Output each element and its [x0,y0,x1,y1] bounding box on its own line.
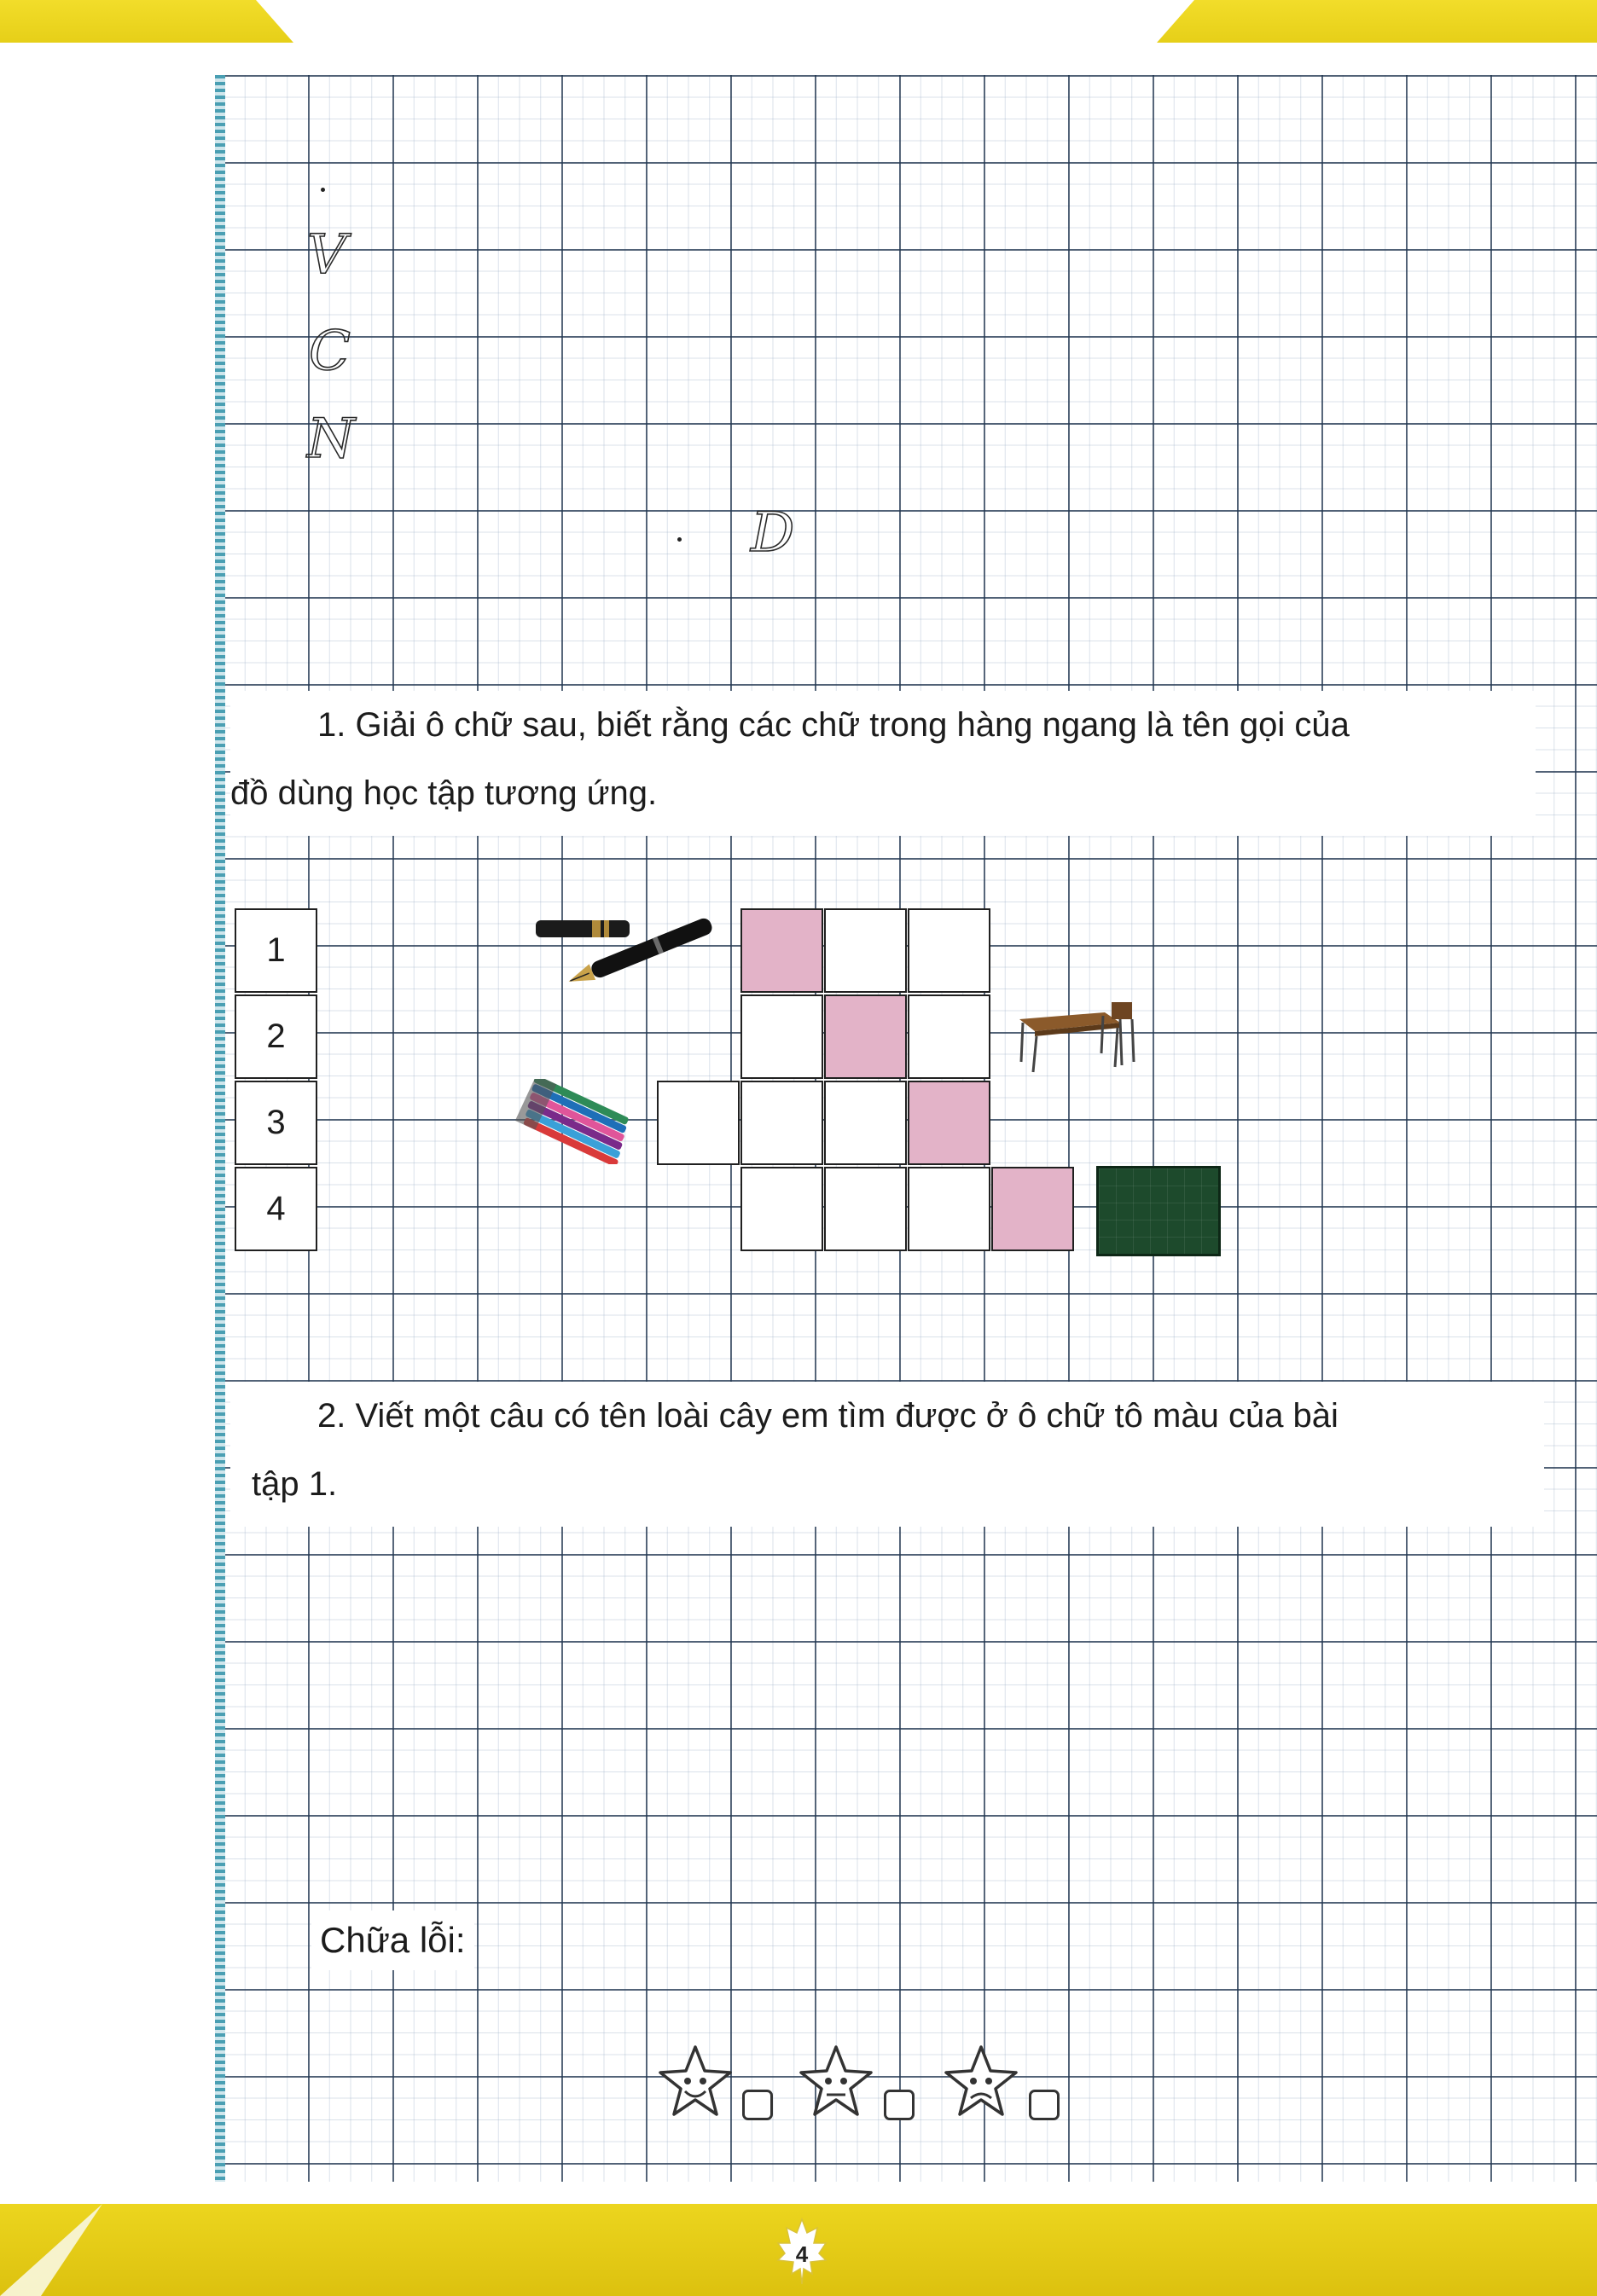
exercise-2-text [230,1382,1544,1527]
top-band-notch [256,0,1194,43]
crossword-cell[interactable] [740,1081,823,1165]
crossword-cell-highlighted[interactable] [824,994,907,1079]
exercise-1-line-2: đồ dùng học tập tương ứng. [230,774,658,812]
crossword-puzzle [235,908,1224,1258]
crossword-cell-highlighted[interactable] [908,1081,990,1165]
dot-mark [321,188,325,192]
sad-star-icon [943,2044,1019,2120]
crossword-cell[interactable] [824,1081,907,1165]
crossword-cell[interactable] [740,994,823,1079]
cursive-letter-d: D [751,502,795,565]
school-desk-icon [1011,994,1139,1079]
notebook-spine [215,75,225,2182]
dot-mark [677,537,682,542]
page-number-badge [776,2218,828,2286]
rating-checkbox[interactable] [884,2090,915,2120]
fountain-pen-icon [529,912,725,993]
crossword-row-label: 1 [235,908,317,993]
self-assessment-ratings [657,2038,1083,2132]
page-number: 4 [795,2241,809,2267]
correction-label: Chữa lỗi: [311,1910,474,1970]
crossword-cell[interactable] [908,1167,990,1251]
cursive-letter-c: C [309,320,351,383]
exercise-1-text [230,691,1536,836]
rating-checkbox[interactable] [1029,2090,1060,2120]
crossword-cell[interactable] [657,1081,740,1165]
crossword-cell[interactable] [908,908,990,993]
colored-markers-icon [503,1079,648,1164]
neutral-star-icon [798,2044,874,2120]
rating-checkbox[interactable] [742,2090,773,2120]
crossword-cell-highlighted[interactable] [991,1167,1074,1251]
crossword-row-label: 3 [235,1081,317,1165]
crossword-cell[interactable] [740,1167,823,1251]
exercise-2-line-2: tập 1. [252,1465,338,1503]
cursive-letter-n: N [307,408,355,471]
crossword-cell[interactable] [908,994,990,1079]
crossword-row-label: 2 [235,994,317,1079]
crossword-cell-highlighted[interactable] [740,908,823,993]
blackboard-icon [1096,1166,1221,1256]
crossword-cell[interactable] [824,908,907,993]
exercise-1-line-1: 1. Giải ô chữ sau, biết rằng các chữ trong hàng ngang là tên gọi của [317,706,1350,744]
cursive-letter-v: V [307,223,347,287]
exercise-2-line-1: 2. Viết một câu có tên loài cây em tìm được ở ô chữ tô màu của bài [317,1397,1339,1435]
crossword-row-label: 4 [235,1167,317,1251]
happy-star-icon [657,2044,734,2120]
crossword-cell[interactable] [824,1167,907,1251]
